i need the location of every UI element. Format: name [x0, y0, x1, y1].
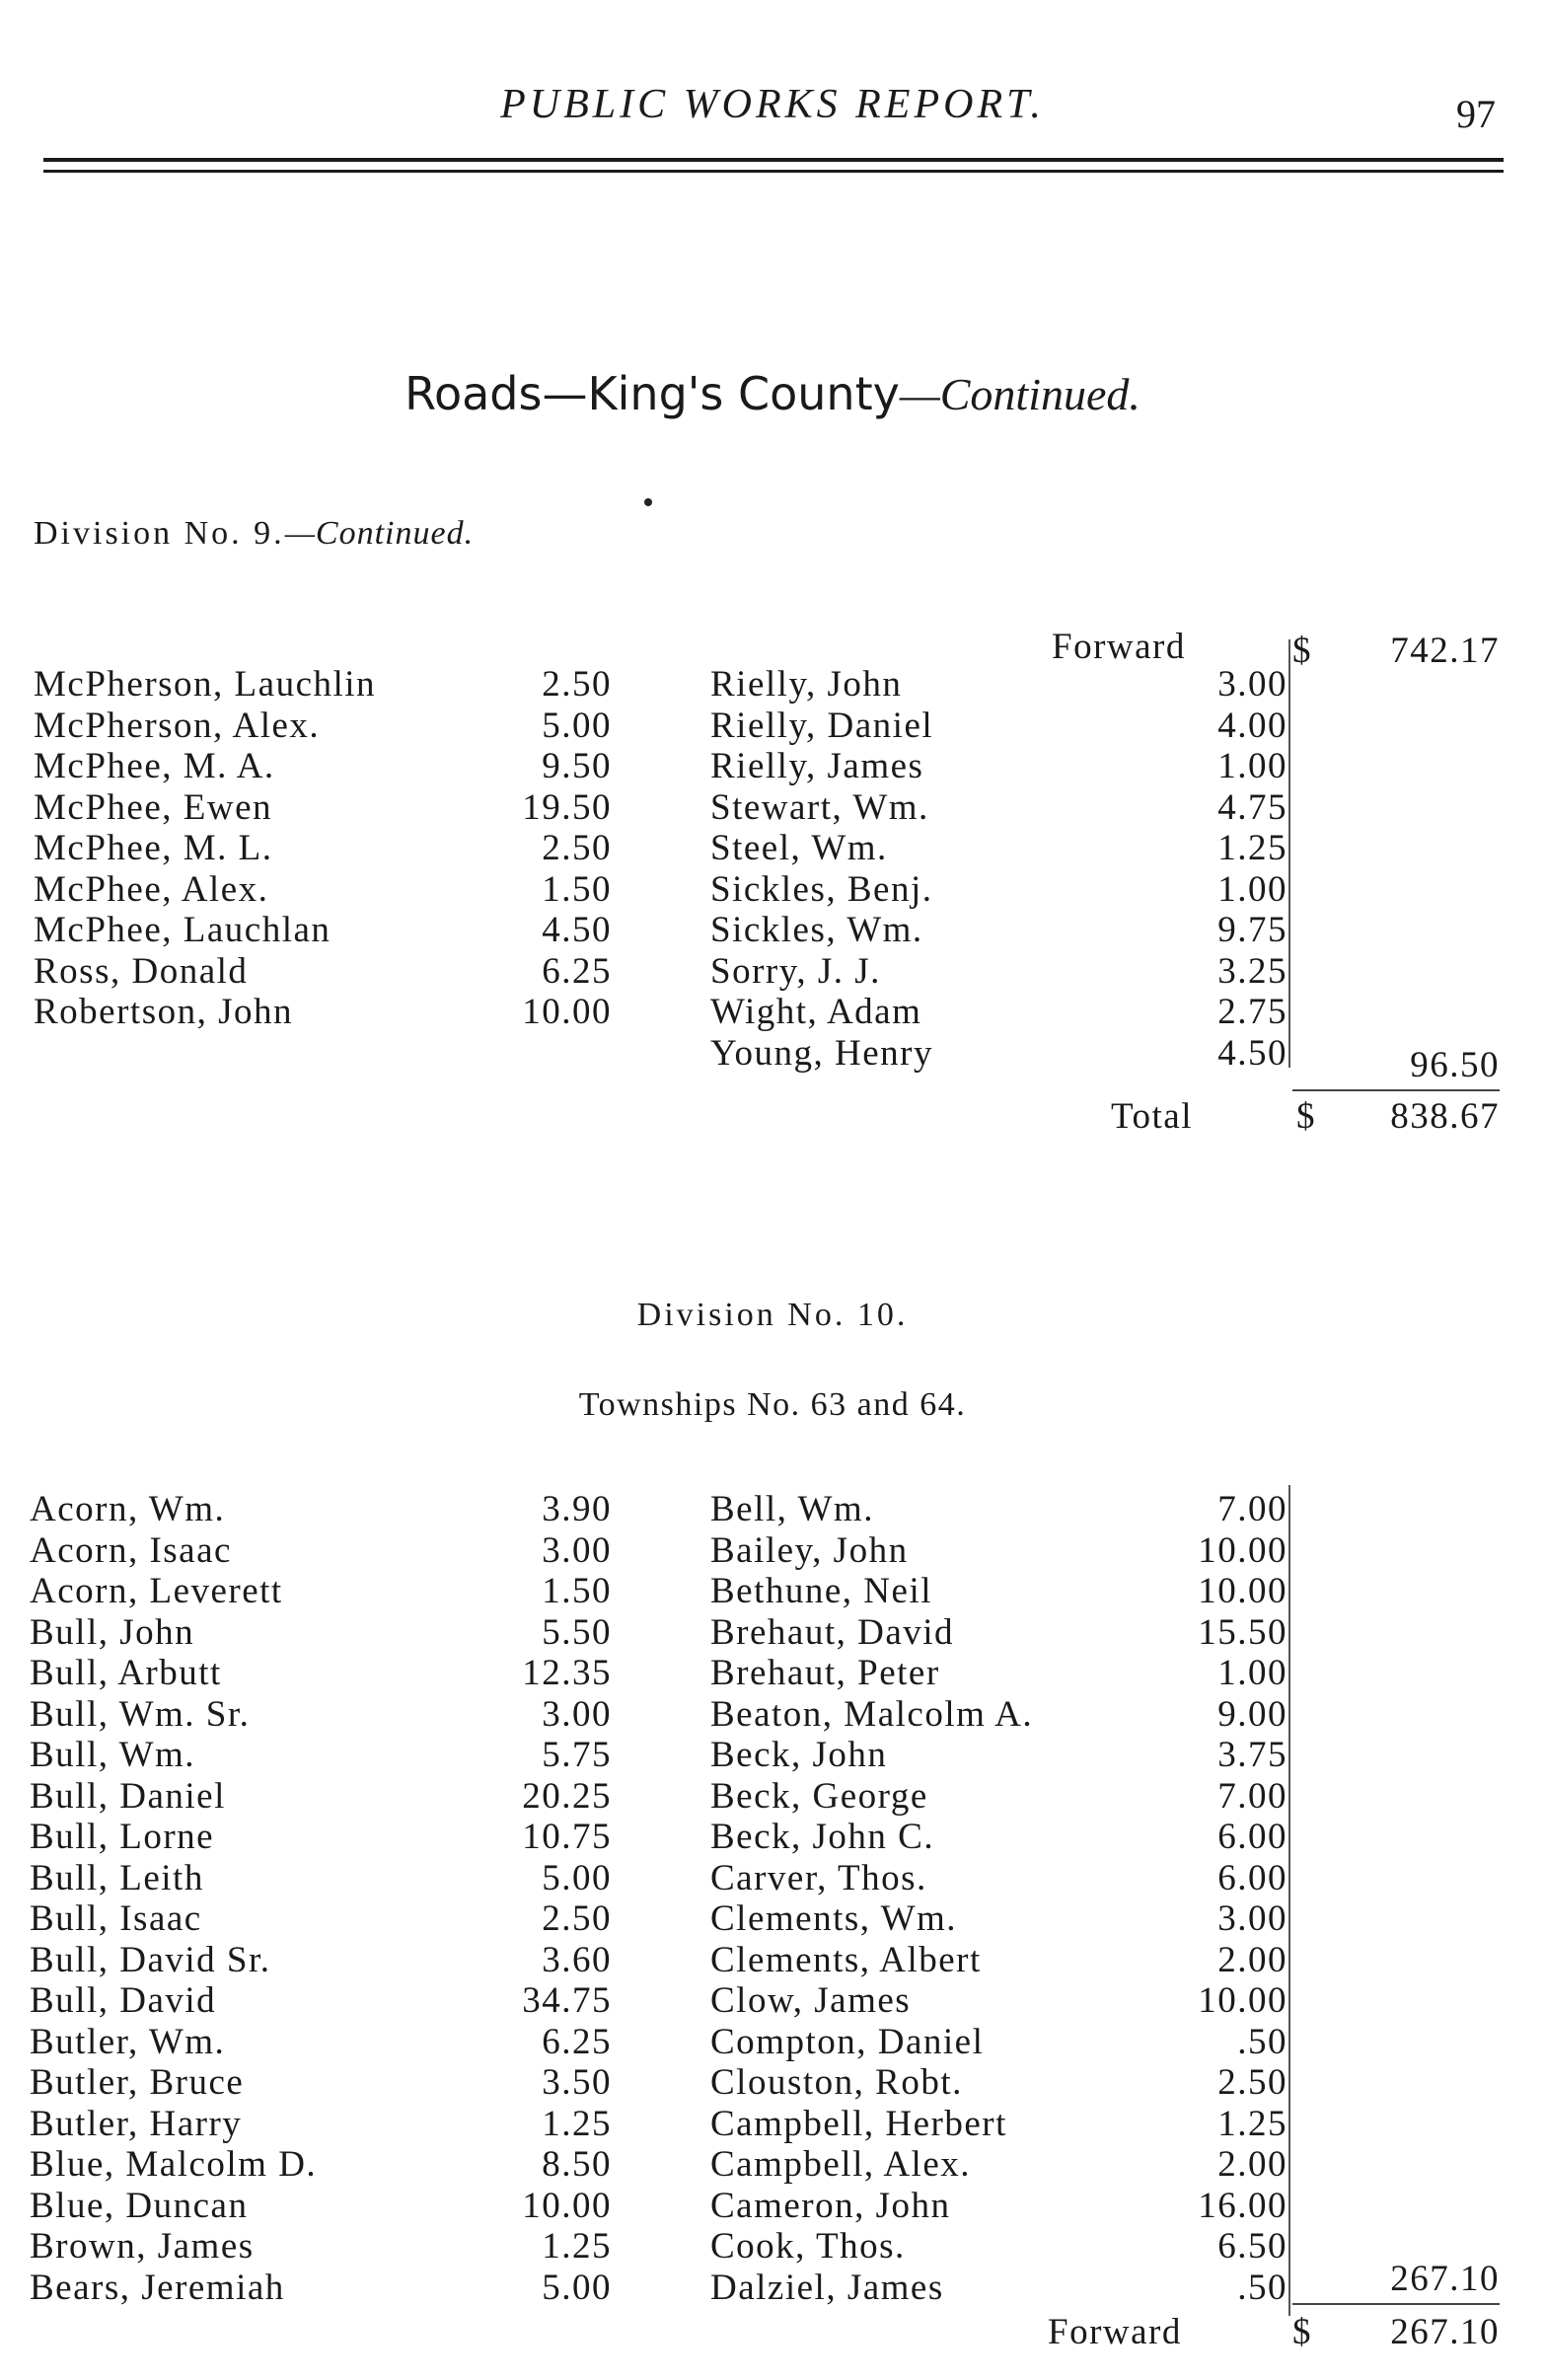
ledger-entry-amount: 3.00	[542, 1529, 612, 1571]
ledger-entry-amount: 5.75	[542, 1735, 612, 1775]
ledger-entry-amount: 8.50	[542, 2144, 612, 2185]
ledger-entry-name: Bull, David Sr.	[30, 1939, 271, 1980]
page-number: 97	[1456, 92, 1496, 136]
ledger-entry-name: Butler, Harry	[30, 2103, 243, 2144]
ledger-entry-name: Robertson, John	[34, 992, 293, 1032]
division-9-column-rule	[1288, 639, 1290, 1068]
ledger-entry-amount: 19.50	[522, 786, 612, 828]
ledger-entry-name: Butler, Bruce	[30, 2062, 245, 2103]
ledger-entry-amount: 10.00	[1198, 1529, 1288, 1571]
division-9-total-amount: 838.67	[1390, 1096, 1500, 1137]
ledger-entry-name: Beck, George	[710, 1775, 928, 1817]
division-10-subheading: Townships No. 63 and 64.	[578, 1386, 967, 1423]
ledger-entry-amount: 9.75	[1217, 910, 1288, 950]
ledger-entry-name: Bull, Lorne	[30, 1817, 215, 1857]
ledger-entry-name: Cameron, John	[710, 2185, 951, 2226]
ledger-entry-amount: 3.25	[1217, 950, 1288, 992]
division-10-column-rule	[1288, 1485, 1290, 2316]
ledger-entry-amount: 2.50	[1217, 2062, 1288, 2103]
division-10-heading: Division No. 10.	[636, 1297, 909, 1333]
ledger-entry-amount: 4.50	[1217, 1032, 1288, 1074]
ledger-entry-name: McPherson, Lauchlin	[34, 664, 377, 705]
ledger-entry-name: Bull, David	[30, 1980, 217, 2021]
ledger-entry-name: Brehaut, Peter	[710, 1653, 940, 1693]
ledger-entry-name: Butler, Wm.	[30, 2021, 226, 2062]
ledger-entry-name: Young, Henry	[710, 1032, 933, 1074]
division-10-forward-dollar: $	[1292, 2312, 1311, 2352]
ledger-entry-amount: 3.50	[542, 2062, 612, 2103]
division-9-forward-label: Forward	[1052, 627, 1186, 667]
ledger-entry-name: Blue, Duncan	[30, 2185, 249, 2226]
ledger-entry-amount: 1.00	[1217, 746, 1288, 786]
page-title	[0, 367, 1545, 420]
ledger-entry-name: Compton, Daniel	[710, 2021, 985, 2062]
ledger-entry-amount: 10.00	[1198, 1571, 1288, 1611]
page-title-continued: Continued.	[939, 369, 1140, 419]
ledger-entry-name: Rielly, John	[710, 664, 903, 705]
ledger-entry-amount: 15.50	[1198, 1611, 1288, 1653]
ledger-entry-amount: 4.75	[1217, 786, 1288, 828]
ledger-entry-name: Bull, Wm. Sr.	[30, 1693, 251, 1735]
ledger-entry-amount: 7.00	[1217, 1489, 1288, 1529]
ledger-entry-amount: 3.60	[542, 1939, 612, 1980]
ledger-entry-amount: 2.00	[1217, 1939, 1288, 1980]
ledger-entry-amount: 6.50	[1217, 2226, 1288, 2267]
ledger-entry-name: Sickles, Wm.	[710, 910, 923, 950]
ledger-entry-name: Rielly, Daniel	[710, 705, 934, 746]
ledger-entry-name: Beck, John	[710, 1735, 888, 1775]
ledger-entry-amount: 6.00	[1217, 1857, 1288, 1898]
ledger-entry-amount: 1.50	[542, 868, 612, 910]
division-9-subtotal: 96.50	[1410, 1045, 1500, 1085]
ledger-entry-amount: 5.50	[542, 1611, 612, 1653]
ledger-entry-name: Campbell, Alex.	[710, 2144, 971, 2185]
ledger-entry-amount: 3.00	[1217, 664, 1288, 705]
ledger-entry-amount: 4.00	[1217, 705, 1288, 746]
ledger-entry-amount: 5.00	[542, 705, 612, 746]
ledger-entry-amount: 3.00	[542, 1693, 612, 1735]
ledger-entry-amount: 1.25	[542, 2226, 612, 2267]
division-10-subtotal: 267.10	[1390, 2259, 1500, 2299]
ledger-entry-name: Rielly, James	[710, 746, 924, 786]
ledger-entry-amount: 1.50	[542, 1571, 612, 1611]
header-rule	[43, 158, 1504, 162]
ledger-entry-name: Acorn, Leverett	[30, 1571, 283, 1611]
ledger-entry-name: Dalziel, James	[710, 2267, 944, 2308]
ledger-entry-name: Bears, Jeremiah	[30, 2267, 285, 2308]
ledger-entry-amount: 3.75	[1217, 1735, 1288, 1775]
ledger-entry-amount: 6.25	[542, 2021, 612, 2062]
ledger-entry-name: McPherson, Alex.	[34, 705, 321, 746]
division-9-forward-dollar: $	[1292, 631, 1311, 671]
ledger-entry-amount: .50	[1237, 2267, 1288, 2308]
ledger-entry-name: Clouston, Robt.	[710, 2062, 963, 2103]
ledger-entry-amount: 9.00	[1217, 1693, 1288, 1735]
ledger-entry-name: McPhee, M. L.	[34, 828, 273, 868]
ledger-entry-amount: 2.50	[542, 1898, 612, 1939]
ledger-entry-amount: 16.00	[1198, 2185, 1288, 2226]
running-header: PUBLIC WORKS REPORT.	[500, 82, 1045, 127]
ledger-entry-name: Blue, Malcolm D.	[30, 2144, 318, 2185]
ledger-entry-name: McPhee, M. A.	[34, 746, 275, 786]
ledger-entry-amount: 2.50	[542, 828, 612, 868]
ledger-entry-name: Clements, Wm.	[710, 1898, 958, 1939]
page-title-main: Roads—King's County	[405, 367, 900, 420]
ledger-entry-amount: 1.00	[1217, 868, 1288, 910]
ledger-entry-amount: 9.50	[542, 746, 612, 786]
ledger-entry-amount: 10.00	[1198, 1980, 1288, 2021]
ledger-entry-name: Beaton, Malcolm A.	[710, 1693, 1034, 1735]
ledger-entry-name: Steel, Wm.	[710, 828, 888, 868]
ledger-entry-name: Brown, James	[30, 2226, 255, 2267]
division-9-total-dollar: $	[1296, 1096, 1315, 1137]
ledger-entry-name: Clements, Albert	[710, 1939, 982, 1980]
ledger-entry-name: Bull, Daniel	[30, 1775, 226, 1817]
division-9-continued: —Continued.	[284, 515, 475, 552]
ledger-entry-name: McPhee, Ewen	[34, 786, 272, 828]
ledger-entry-name: Bull, John	[30, 1611, 195, 1653]
ledger-entry-name: Carver, Thos.	[710, 1857, 927, 1898]
ledger-entry-name: Ross, Donald	[34, 950, 249, 992]
ledger-entry-name: Bull, Wm.	[30, 1735, 196, 1775]
ledger-entry-amount: 10.00	[522, 992, 612, 1032]
ledger-entry-name: Bell, Wm.	[710, 1489, 874, 1529]
ledger-entry-amount: 4.50	[542, 910, 612, 950]
ledger-entry-name: Bull, Isaac	[30, 1898, 202, 1939]
ledger-entry-name: McPhee, Lauchlan	[34, 910, 331, 950]
ledger-entry-name: Sickles, Benj.	[710, 868, 933, 910]
ledger-entry-amount: 7.00	[1217, 1775, 1288, 1817]
ledger-entry-amount: 1.25	[1217, 828, 1288, 868]
ink-dot	[644, 498, 652, 506]
division-10-forward-label: Forward	[1048, 2312, 1182, 2352]
ledger-entry-amount: 20.25	[522, 1775, 612, 1817]
ledger-entry-name: Acorn, Wm.	[30, 1489, 226, 1529]
page-title-dash: —	[899, 369, 940, 419]
header-rule-secondary	[43, 170, 1504, 173]
ledger-entry-amount: 12.35	[522, 1653, 612, 1693]
ledger-entry-amount: .50	[1237, 2021, 1288, 2062]
ledger-entry-amount: 10.00	[522, 2185, 612, 2226]
ledger-entry-amount: 3.90	[542, 1489, 612, 1529]
division-9-title: Division No. 9.	[34, 515, 285, 552]
ledger-entry-name: Wight, Adam	[710, 992, 922, 1032]
ledger-entry-name: Bethune, Neil	[710, 1571, 933, 1611]
ledger-entry-name: Clow, James	[710, 1980, 912, 2021]
ledger-entry-name: Stewart, Wm.	[710, 786, 929, 828]
ledger-entry-name: Bull, Leith	[30, 1857, 204, 1898]
ledger-entry-amount: 1.25	[542, 2103, 612, 2144]
ledger-entry-amount: 10.75	[522, 1817, 612, 1857]
ledger-entry-amount: 2.50	[542, 664, 612, 705]
ledger-entry-amount: 1.25	[1217, 2103, 1288, 2144]
division-9-total-label: Total	[1111, 1096, 1193, 1137]
ledger-entry-amount: 5.00	[542, 1857, 612, 1898]
ledger-entry-name: McPhee, Alex.	[34, 868, 269, 910]
division-9-forward-amount: 742.17	[1390, 631, 1500, 671]
division-9-total-rule	[1292, 1089, 1500, 1091]
ledger-entry-name: Cook, Thos.	[710, 2226, 906, 2267]
ledger-entry-amount: 34.75	[522, 1980, 612, 2021]
ledger-entry-amount: 6.00	[1217, 1817, 1288, 1857]
ledger-entry-amount: 5.00	[542, 2267, 612, 2308]
ledger-entry-name: Brehaut, David	[710, 1611, 955, 1653]
ledger-entry-name: Bailey, John	[710, 1529, 909, 1571]
ledger-entry-name: Acorn, Isaac	[30, 1529, 232, 1571]
ledger-entry-name: Sorry, J. J.	[710, 950, 881, 992]
division-10-forward-amount: 267.10	[1390, 2312, 1500, 2352]
ledger-entry-amount: 1.00	[1217, 1653, 1288, 1693]
ledger-entry-amount: 6.25	[542, 950, 612, 992]
division-9-heading	[34, 515, 474, 553]
ledger-entry-name: Beck, John C.	[710, 1817, 935, 1857]
ledger-entry-name: Campbell, Herbert	[710, 2103, 1007, 2144]
ledger-entry-amount: 2.00	[1217, 2144, 1288, 2185]
ledger-entry-name: Bull, Arbutt	[30, 1653, 222, 1693]
ledger-entry-amount: 3.00	[1217, 1898, 1288, 1939]
division-10-forward-rule	[1292, 2303, 1500, 2305]
ledger-entry-amount: 2.75	[1217, 992, 1288, 1032]
